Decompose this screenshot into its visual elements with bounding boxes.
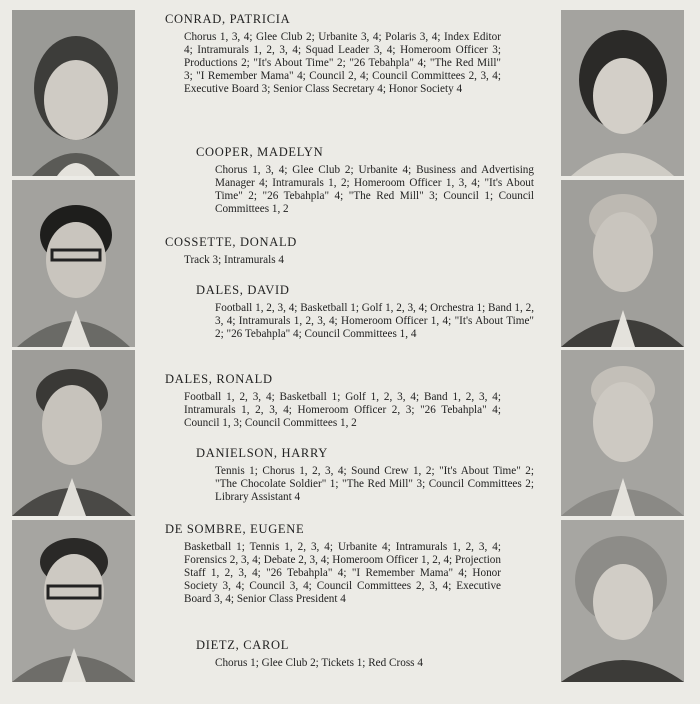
portrait-photo-dietz-carol — [561, 520, 684, 682]
portrait-photo-dales-ronald — [12, 350, 135, 516]
student-entry-dales-david — [196, 283, 534, 341]
student-entry-dales-ronald — [165, 372, 501, 430]
portrait-photo-de-sombre-eugene — [12, 520, 135, 682]
student-name: COSSETTE, DONALD — [165, 235, 298, 249]
student-entry-dietz-carol — [196, 638, 534, 670]
student-name: DE SOMBRE, EUGENE — [165, 522, 305, 536]
student-activities: Chorus 1; Glee Club 2; Tickets 1; Red Cross 4 — [215, 657, 423, 669]
student-entry-cooper-madelyn — [196, 145, 534, 216]
portrait-photo-dales-david — [561, 180, 684, 347]
portrait-photo-cooper-madelyn — [561, 10, 684, 176]
student-name: DALES, DAVID — [196, 283, 290, 297]
student-activities: Football 1, 2, 3, 4; Basketball 1; Golf 1, 2, 3, 4; Band 1, 2, 3, 4; Intramurals 1, 2, 3, 4; Homeroom Officer 2, 3; "26 Tebahpla" 4; Council 1, 3; Council Committees 1, 2 — [184, 391, 501, 430]
portrait-photo-conrad-patricia — [12, 10, 135, 176]
student-name: COOPER, MADELYN — [196, 145, 324, 159]
student-activities: Football 1, 2, 3, 4; Basketball 1; Golf 1, 2, 3, 4; Orchestra 1; Band 1, 2, 3, 4; Intramurals 1, 2, 3, 4; Homeroom Officer 1, 4; "It's About Time" 2; "26 Tebahpla" 4; Council Committees 1, 4 — [215, 302, 534, 341]
student-name: DALES, RONALD — [165, 372, 273, 386]
student-name: CONRAD, PATRICIA — [165, 12, 291, 26]
student-name: DANIELSON, HARRY — [196, 446, 329, 460]
student-entry-danielson-harry — [196, 446, 534, 504]
student-entry-cossette-donald — [165, 235, 501, 267]
student-activities: Chorus 1, 3, 4; Glee Club 2; Urbanite 3, 4; Polaris 3, 4; Index Editor 4; Intramurals 1, 2, 3, 4; Squad Leader 3, 4; Homeroom Officer 3; Productions 2; "It's About Time" 2; "26 Tebahpla" 4; "The Red Mill" 3; "I Remember Mama" 4; Council 2, 4; Council Committees 2, 3, 4; Executive Board 3; Senior Class Secretary 4; Honor Society 4 — [184, 31, 501, 96]
student-entry-de-sombre-eugene — [165, 522, 501, 606]
student-activities: Chorus 1, 3, 4; Glee Club 2; Urbanite 4; Business and Advertising Manager 4; Intramurals 1, 2; Homeroom Officer 1, 3, 4; "It's About Time" 2; "26 Tebahpla" 4; "The Red Mill" 3; Council 1; Council Committees 1, 2 — [215, 164, 534, 216]
student-entry-conrad-patricia — [165, 12, 501, 96]
student-activities: Track 3; Intramurals 4 — [184, 254, 284, 266]
portrait-photo-danielson-harry — [561, 350, 684, 516]
student-activities: Tennis 1; Chorus 1, 2, 3, 4; Sound Crew 1, 2; "It's About Time" 2; "The Chocolate Soldier" 1; "The Red Mill" 3; Council Committees 2; Library Assistant 4 — [215, 465, 534, 504]
student-name: DIETZ, CAROL — [196, 638, 290, 652]
portrait-photo-cossette-donald — [12, 180, 135, 347]
student-activities: Basketball 1; Tennis 1, 2, 3, 4; Urbanite 4; Intramurals 1, 2, 3, 4; Forensics 2, 3, 4; Debate 2, 3, 4; Homeroom Officer 1, 2, 4; Projection Staff 1, 2, 3, 4; "26 Tebahpla" 4; "I Remember Mama" 4; Honor Society 3, 4; Council 3, 4; Council Committees 2, 3, 4; Executive Board 3, 4; Senior Class President 4 — [184, 541, 501, 606]
